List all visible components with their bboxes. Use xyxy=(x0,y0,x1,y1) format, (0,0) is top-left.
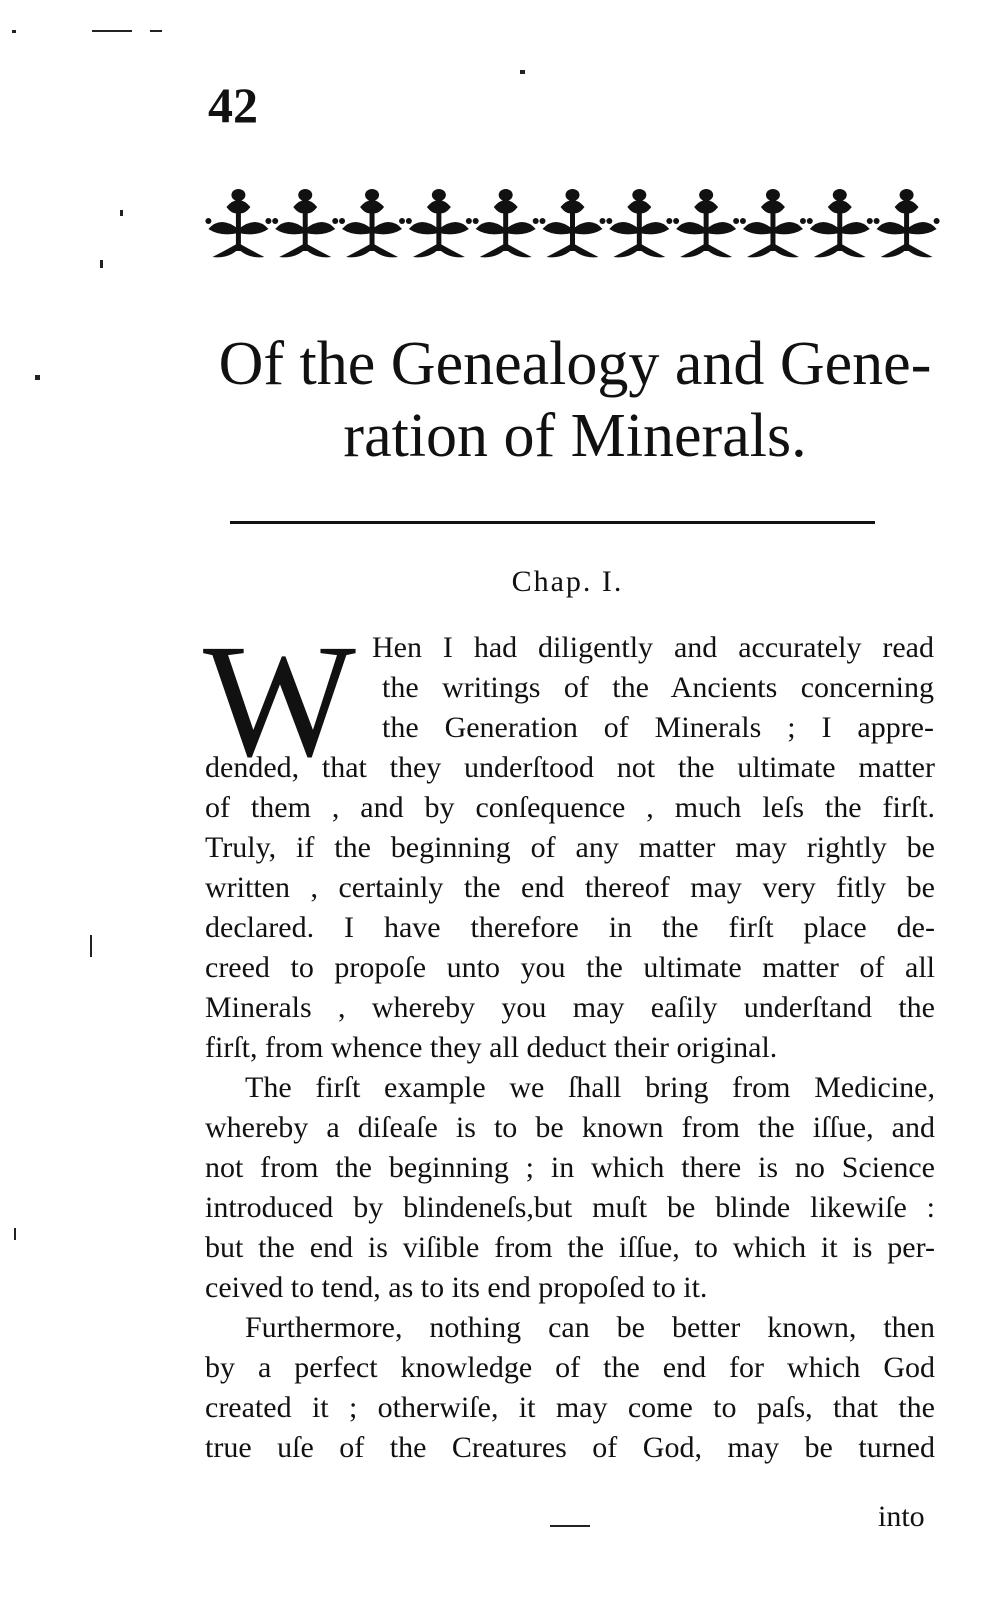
scan-speck xyxy=(100,260,103,268)
scan-speck xyxy=(90,935,92,957)
text-line: true uſe of the Creatures of God, may be turned xyxy=(205,1431,935,1464)
text-line: Minerals , whereby you may eaſily underſtand the xyxy=(205,991,935,1024)
floral-ornament-band xyxy=(205,185,940,265)
scan-speck xyxy=(550,1525,590,1527)
text-line: creed to propoſe unto you the ultimate matter of all xyxy=(205,951,935,984)
catchword: into xyxy=(878,1500,925,1533)
text-line: Hen I had diligently and accurately read xyxy=(372,631,934,664)
text-line: but the end is viſible from the iſſue, to which it is per- xyxy=(205,1231,935,1264)
flower-motif xyxy=(807,189,873,257)
scan-speck xyxy=(35,375,40,380)
text-line: Truly, if the beginning of any matter may rightly be xyxy=(205,831,935,864)
flower-motif xyxy=(540,189,606,257)
title-line-1: Of the Genealogy and Gene- xyxy=(218,330,932,398)
page-title xyxy=(195,328,955,472)
text-line: whereby a diſeaſe is to be known from the iſſue, and xyxy=(205,1111,935,1144)
text-line: Furthermore, nothing can be better known, then xyxy=(245,1311,935,1344)
scan-speck xyxy=(92,30,132,32)
text-line: not from the beginning ; in which there is no Science xyxy=(205,1151,935,1184)
drop-cap: W xyxy=(203,612,356,791)
chapter-heading: Chap. I. xyxy=(511,565,624,598)
flower-motif xyxy=(406,189,472,257)
flower-motif xyxy=(740,189,806,257)
flower-motif xyxy=(205,189,271,257)
text-line: The firſt example we ſhall bring from Medicine, xyxy=(245,1071,935,1104)
text-line: firſt, from whence they all deduct their original. xyxy=(205,1031,778,1064)
text-line: by a perfect knowledge of the end for which God xyxy=(205,1351,935,1384)
scan-speck xyxy=(520,70,525,74)
page-number: 42 xyxy=(208,77,258,133)
text-line: introduced by blindeneſs,but muſt be blinde likewiſe : xyxy=(205,1191,935,1224)
text-line: dended, that they underſtood not the ultimate matter xyxy=(205,751,935,784)
flower-motif xyxy=(339,189,405,257)
title-rule xyxy=(230,521,875,524)
scan-speck xyxy=(120,210,123,216)
text-line: declared. I have therefore in the firſt place de- xyxy=(205,911,935,944)
scan-speck xyxy=(150,30,162,32)
flower-motif xyxy=(874,189,940,257)
text-line: of them , and by conſequence , much leſs the firſt. xyxy=(205,791,935,824)
title-line-2: ration of Minerals. xyxy=(343,402,807,470)
text-line: the writings of the Ancients concerning xyxy=(382,671,934,704)
flower-motif xyxy=(473,189,539,257)
text-line: written , certainly the end thereof may very fitly be xyxy=(205,871,935,904)
flower-motif xyxy=(606,189,672,257)
text-line: ceived to tend, as to its end propoſed to it. xyxy=(205,1271,708,1304)
text-line: the Generation of Minerals ; I appre- xyxy=(382,711,934,744)
flower-motif xyxy=(272,189,338,257)
text-line: created it ; otherwiſe, it may come to paſs, that the xyxy=(205,1391,935,1424)
flower-motif xyxy=(673,189,739,257)
scan-speck xyxy=(12,30,16,33)
scan-speck xyxy=(14,1228,16,1240)
